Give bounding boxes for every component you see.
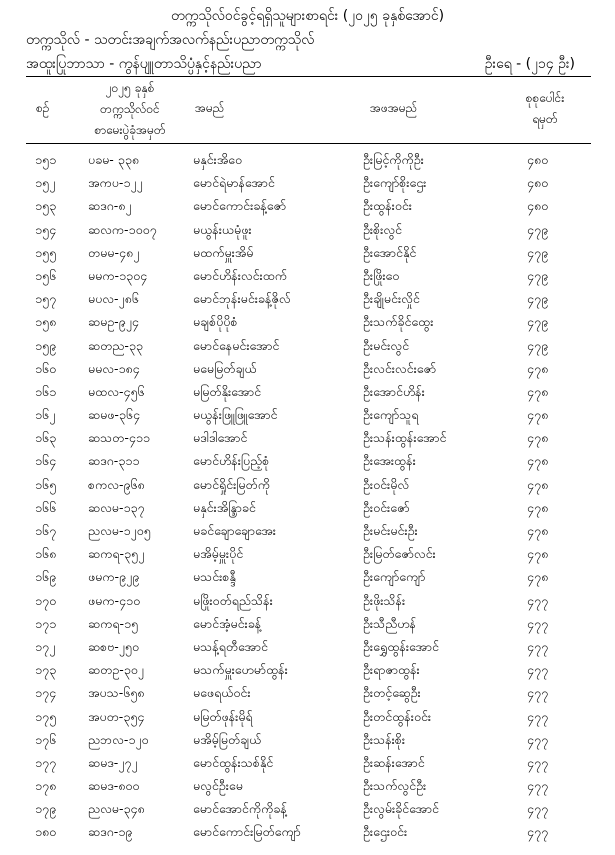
table-row — [0, 751, 615, 774]
cell-name: မောင်ရှိုင်းမြတ်ကို — [193, 476, 270, 492]
cell-name: မောင်နေမင်းအောင် — [193, 337, 280, 353]
cell-serial: ၁၆၆ — [35, 499, 57, 515]
table-row — [0, 473, 615, 496]
cell-name: မအိမ့်မှူးပိုင် — [193, 546, 244, 562]
cell-father-name: ဦးမြင့်ကိုကိုဦး — [363, 152, 424, 167]
cell-serial: ၁၇၀ — [35, 592, 57, 608]
table-row — [0, 287, 615, 310]
table-row — [0, 496, 615, 519]
cell-name: မောင်အောင်ကိုကိုခန့် — [193, 801, 287, 817]
cell-serial: ၁၇၃ — [35, 662, 57, 678]
cell-registration: တမမ-၄၈၂ — [88, 244, 140, 260]
header-registration-line2: တက္ကသိုလ်ဝင် — [100, 102, 160, 116]
cell-father-name: ဦးသန်းထွန်းအောင် — [363, 430, 447, 446]
cell-father-name: ဦးလွမ်းခိုင်အောင် — [363, 801, 439, 817]
cell-total-marks: ၄၇၇ — [527, 685, 549, 701]
cell-serial: ၁၅၄ — [35, 221, 57, 237]
cell-total-marks: ၄၇၉ — [527, 267, 549, 283]
table-row — [0, 380, 615, 403]
table-row — [0, 542, 615, 565]
cell-total-marks: ၄၇၇ — [527, 778, 549, 794]
cell-father-name: ဦးလင်းလင်းဇော် — [363, 360, 437, 376]
cell-father-name: ဦးသက်လွင်ဦး — [363, 778, 427, 794]
cell-total-marks: ၄၇၈ — [527, 360, 549, 376]
cell-serial: ၁၇၈ — [35, 778, 57, 794]
table-row — [0, 426, 615, 449]
cell-serial: ၁၇၂ — [35, 638, 56, 654]
cell-name: မဖေရယ်ဝင်း — [193, 685, 251, 701]
cell-name: မသင်းစန္ဒီ — [193, 569, 236, 585]
cell-father-name: ဦးမင်းလွင် — [363, 337, 410, 353]
header-total-marks — [500, 88, 590, 130]
header-registration-line1: ၂၀၂၅ ခုနှစ် — [105, 81, 155, 95]
cell-father-name: ဦးဆန်းအောင် — [363, 754, 425, 770]
cell-registration: ဆမဖ-၃၆၄ — [88, 407, 140, 423]
university-label: တက္ကသိုလ် - သတင်းအချက်အလက်နည်းပညာတက္ကသိုလ် — [26, 32, 315, 48]
cell-father-name: ဦးဌေးဝင်း — [363, 824, 408, 840]
cell-name: မောင်အံ့မင်းခန့် — [193, 615, 262, 631]
cell-registration: ညလမ-၁၂၀၅ — [88, 523, 151, 538]
cell-registration: ဆလက-၁၀၀၇ — [88, 221, 157, 237]
table-row — [0, 658, 615, 681]
cell-name: မထက်မှူးအိမ် — [193, 244, 254, 260]
cell-serial: ၁၇၁ — [35, 615, 57, 631]
cell-registration: ညဘလ-၁၂၀ — [88, 731, 149, 747]
cell-total-marks: ၄၇၇ — [527, 731, 549, 747]
cell-serial: ၁၅၆ — [35, 267, 57, 283]
cell-father-name: ဦးရာဇာထွန်း — [363, 662, 420, 678]
table-row — [0, 519, 615, 542]
cell-serial: ၁၆၂ — [35, 407, 56, 423]
cell-registration: ဆဒဂ-၃၁၁ — [88, 453, 140, 469]
cell-name: မောင်ဟိန်းပြည့်စုံ — [193, 453, 270, 469]
table-body — [0, 148, 615, 844]
cell-registration: ဆတည-၃၃ — [88, 337, 143, 353]
cell-total-marks: ၄၇၉ — [527, 221, 549, 237]
cell-serial: ၁၅၇ — [35, 291, 57, 307]
table-row — [0, 357, 615, 380]
cell-registration: ဖမက-၄၁၀ — [88, 592, 141, 608]
cell-serial: ၁၇၅ — [35, 708, 57, 724]
cell-father-name: ဦးတင့်ဆွေဦး — [363, 685, 421, 701]
cell-father-name: ဦးဖြိုးဝေ — [363, 267, 400, 283]
cell-total-marks: ၄၇၇ — [527, 754, 549, 770]
cell-total-marks: ၄၇၇ — [527, 638, 549, 654]
cell-total-marks: ၄၇၇ — [527, 801, 549, 817]
header-total-marks-line1: စုစုပေါင်း — [525, 91, 565, 105]
cell-registration: မမက-၁၃၀၄ — [88, 267, 148, 283]
header-name: အမည် — [195, 101, 225, 115]
table-row — [0, 171, 615, 194]
cell-total-marks: ၄၇၉ — [527, 314, 549, 330]
stream-label: အထူးပြုဘာသာ - ကွန်ပျူတာသိပ္ပံနှင့်နည်းပညာ — [26, 56, 262, 72]
cell-name: မောင်ရဲမာန်အောင် — [193, 175, 275, 191]
cell-total-marks: ၄၈၀ — [527, 152, 549, 167]
page-title: တက္ကသိုလ်ဝင်ခွင့်ရရှိသူများစာရင်း (၂၀၂၅ ခုနှစ်အောင်) — [170, 8, 445, 24]
cell-registration: ဆကရ-၁၅ — [88, 615, 139, 631]
cell-name: မယွန်းဖြူဖြူအောင် — [193, 407, 278, 423]
table-top-rule — [26, 76, 591, 77]
cell-name: မယွန်းယမုံဖူး — [193, 221, 252, 237]
cell-father-name: ဦးကျော်စိုးဌေး — [363, 175, 427, 191]
cell-registration: ဆစဗ-၂၅၀ — [88, 638, 139, 654]
table-row — [0, 612, 615, 635]
table-row — [0, 403, 615, 426]
cell-serial: ၁၆၅ — [35, 476, 57, 492]
cell-name: မောင်ထွန်းသစ်နိုင် — [193, 754, 274, 770]
cell-name: မသက်မှူးဟေမာ်ထွန်း — [193, 662, 288, 678]
cell-total-marks: ၄၇၉ — [527, 291, 549, 307]
table-row — [0, 310, 615, 333]
cell-father-name: ဦးသက်ခိုင်ထွေး — [363, 314, 434, 330]
cell-name: မောင်ဟိန်းလင်းထက် — [193, 267, 288, 283]
table-row — [0, 148, 615, 171]
cell-registration: မထလ-၄၅၆ — [88, 383, 145, 399]
cell-total-marks: ၄၇၈ — [527, 383, 549, 399]
header-registration — [60, 78, 200, 141]
cell-father-name: ဦးစိုးလွင် — [363, 221, 402, 237]
cell-father-name: ဦးရွှေထွန်းအောင် — [363, 638, 439, 654]
cell-name: မခင်ချောချောအေး — [193, 523, 276, 538]
cell-registration: မမလ-၁၈၄ — [88, 360, 140, 376]
cell-father-name: ဦးတင်ထွန်းဝင်း — [363, 708, 432, 724]
cell-serial: ၁၇၄ — [35, 685, 57, 701]
cell-registration: ပခမ- ၃၃၈ — [88, 152, 139, 167]
table-row — [0, 589, 615, 612]
cell-total-marks: ၄၇၉ — [527, 244, 549, 260]
cell-total-marks: ၄၇၈ — [527, 430, 549, 446]
cell-father-name: ဦးအောင်ဟိန်း — [363, 383, 425, 399]
cell-registration: မပလ-၂၈၆ — [88, 291, 139, 307]
cell-father-name: ဦးအေးထွန်း — [363, 453, 416, 469]
cell-name: မောင်ဘုန်းမင်းခန့်ဇိုလ် — [193, 291, 291, 307]
cell-serial: ၁၇၉ — [35, 801, 57, 817]
cell-father-name: ဦးကျော်သူရ — [363, 407, 419, 423]
table-row — [0, 449, 615, 472]
total-count: ဦးရေ - (၂၁၄ ဦး) — [484, 56, 575, 72]
cell-serial: ၁၅၈ — [35, 314, 57, 330]
cell-name: မအိမ့်မြတ်ချယ် — [193, 731, 262, 747]
cell-father-name: ဦးထွန်းဝင်း — [363, 198, 412, 214]
cell-name: မနှင်းအိဝေ — [193, 152, 242, 167]
table-row — [0, 218, 615, 241]
cell-serial: ၁၅၁ — [35, 152, 57, 167]
cell-registration: ဆလမ-၁၃၇ — [88, 499, 145, 515]
cell-serial: ၁၆၇ — [35, 523, 57, 538]
cell-registration: ဆကရ-၃၅၂ — [88, 546, 145, 562]
cell-name: မမေမြတ်ချယ် — [193, 360, 257, 376]
table-row — [0, 705, 615, 728]
cell-total-marks: ၄၇၇ — [527, 662, 549, 678]
cell-name: မချစ်ပိုပိုစံ — [193, 314, 238, 330]
cell-name: မနှင်းအိန္ဒြာခင် — [193, 499, 256, 515]
cell-total-marks: ၄၇၈ — [527, 499, 549, 515]
cell-name: မောင်ကောင်းမြတ်ကျော် — [193, 824, 301, 840]
cell-registration: ညလမ-၃၄၈ — [88, 801, 145, 817]
cell-registration: စကလ-၉၆၈ — [88, 476, 145, 492]
table-row — [0, 194, 615, 217]
cell-name: မသန့်ရတီအောင် — [193, 638, 268, 654]
cell-registration: ဆမဒ-၂၇၂ — [88, 754, 138, 770]
cell-serial: ၁၆၃ — [35, 430, 57, 446]
cell-serial: ၁၆၁ — [35, 383, 57, 399]
cell-name: မောင်ကောင်းခန့်ဇော် — [193, 198, 287, 214]
cell-registration: ဆမဥ-၉၂၄ — [88, 314, 139, 330]
cell-serial: ၁၅၅ — [35, 244, 57, 260]
cell-registration: ဖမက-၉၂၉ — [88, 569, 140, 585]
cell-name: မဖြိုးဝတ်ရည်သိန်း — [193, 592, 273, 608]
cell-registration: အကပ-၁၂၂ — [88, 175, 143, 191]
cell-total-marks: ၄၇၈ — [527, 523, 549, 538]
cell-serial: ၁၇၇ — [35, 754, 57, 770]
cell-father-name: ဦးဝင်းမိုလ် — [363, 476, 410, 492]
cell-total-marks: ၄၇၇ — [527, 708, 549, 724]
cell-total-marks: ၄၇၈ — [527, 476, 549, 492]
cell-father-name: ဦးဖိုးသိန်း — [363, 592, 406, 608]
table-row — [0, 334, 615, 357]
cell-name: မလွင်ဦးမေ — [193, 778, 243, 794]
cell-serial: ၁၅၃ — [35, 198, 57, 214]
cell-father-name: ဦးချိုမင်းလှိုင် — [363, 291, 420, 307]
cell-serial: ၁၆၀ — [35, 360, 57, 376]
cell-total-marks: ၄၈၀ — [527, 175, 549, 191]
header-registration-line3: စာမေးပွဲခုံအမှတ် — [94, 123, 166, 137]
table-row — [0, 797, 615, 820]
table-row — [0, 241, 615, 264]
table-row — [0, 264, 615, 287]
cell-serial: ၁၆၈ — [35, 546, 57, 562]
cell-father-name: ဦးအောင်နိုင် — [363, 244, 417, 260]
cell-registration: ဆဒဂ-၈၂ — [88, 198, 132, 214]
table-row — [0, 681, 615, 704]
cell-registration: ဆမဒ-၈၀၀ — [88, 778, 140, 794]
cell-registration: အပတ-၃၅၄ — [88, 708, 145, 724]
header-father-name: အဖအမည် — [370, 101, 418, 115]
cell-total-marks: ၄၇၈ — [527, 569, 549, 585]
cell-total-marks: ၄၇၇ — [527, 592, 549, 608]
table-row — [0, 635, 615, 658]
cell-father-name: ဦးမြတ်ဇော်လင်း — [363, 546, 436, 562]
cell-serial: ၁၈၀ — [35, 824, 57, 840]
cell-name: မမြတ်နိုးအောင် — [193, 383, 262, 399]
cell-serial: ၁၅၉ — [35, 337, 57, 353]
cell-total-marks: ၄၇၇ — [527, 824, 549, 840]
cell-total-marks: ၄၈၀ — [527, 198, 549, 214]
cell-father-name: ဦးဝင်းဇော် — [363, 499, 410, 515]
cell-serial: ၁၆၄ — [35, 453, 57, 469]
table-row — [0, 820, 615, 843]
cell-total-marks: ၄၇၈ — [527, 546, 549, 562]
table-row — [0, 565, 615, 588]
header-total-marks-line2: ရမှတ် — [532, 112, 558, 126]
cell-serial: ၁၇၆ — [35, 731, 57, 747]
cell-serial: ၁၆၉ — [35, 569, 57, 585]
cell-name: မမြတ်ဖုန်းမိုရ် — [193, 708, 253, 724]
cell-total-marks: ၄၇၉ — [527, 337, 549, 353]
cell-registration: အပသ-၆၅၈ — [88, 685, 145, 701]
table-row — [0, 774, 615, 797]
cell-name: မဒါဒါအောင် — [193, 430, 248, 446]
cell-serial: ၁၅၂ — [35, 175, 56, 191]
cell-father-name: ဦးကျော်ကျော် — [363, 569, 426, 585]
cell-father-name: ဦးသန်းစိုး — [363, 731, 406, 747]
cell-total-marks: ၄၇၈ — [527, 407, 549, 423]
cell-registration: ဆဒဂ-၁၉ — [88, 824, 133, 840]
table-row — [0, 728, 615, 751]
cell-father-name: ဦးမင်းမင်းဦး — [363, 523, 418, 538]
cell-registration: ဆသတ-၄၁၁ — [88, 430, 150, 446]
cell-registration: ဆတဥ-၃၀၂ — [88, 662, 144, 678]
cell-total-marks: ၄၇၇ — [527, 615, 549, 631]
header-serial: စဉ် — [36, 101, 50, 115]
table-header-rule — [26, 143, 591, 144]
cell-father-name: ဦးသီညီဟန် — [363, 615, 416, 631]
cell-total-marks: ၄၇၈ — [527, 453, 549, 469]
